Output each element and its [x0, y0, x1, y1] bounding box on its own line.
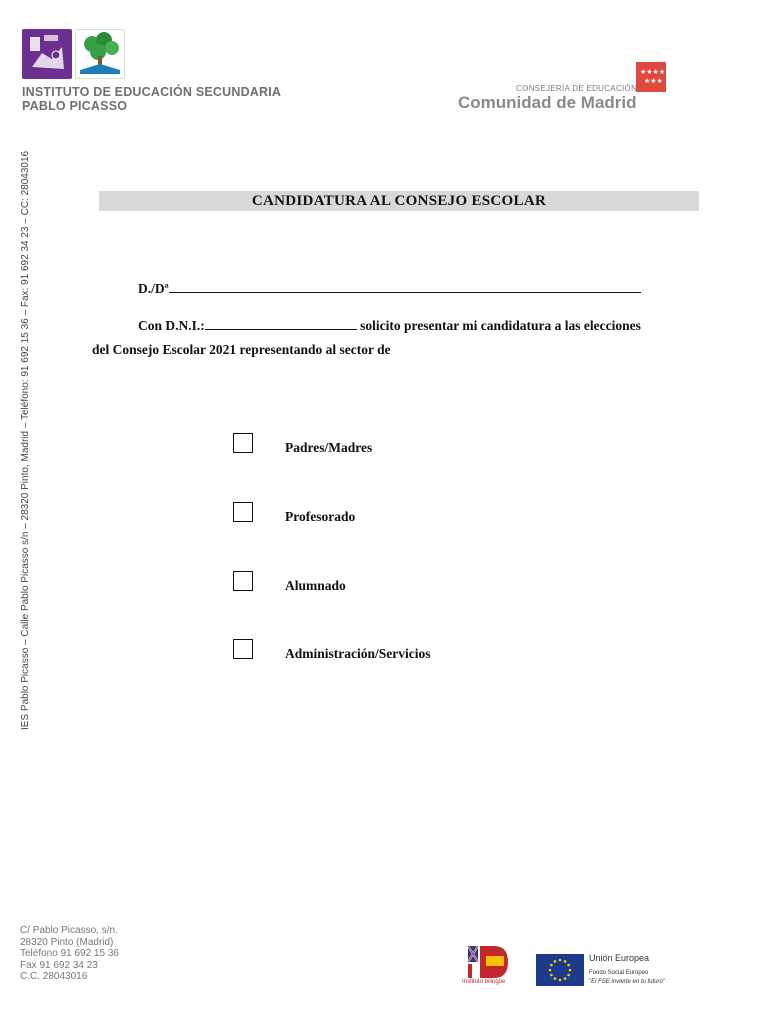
eu-slogan: "El FSE invierte en tu futuro": [589, 979, 665, 985]
dni-row: [138, 317, 641, 334]
eu-stars-icon: [536, 954, 584, 986]
eu-fund-label: Fondo Social Europeo: [589, 970, 649, 976]
picasso-figure-icon: [22, 29, 72, 79]
bilingual-flag-icon: [466, 944, 510, 980]
comunidad-madrid-label: Comunidad de Madrid: [458, 93, 637, 112]
option-label-alumnado: Alumnado: [285, 578, 346, 593]
option-label-profesorado: Profesorado: [285, 509, 356, 524]
dni-rest-text: solicito presentar mi candidatura a las elecciones: [360, 318, 641, 333]
name-row: [138, 280, 641, 297]
option-label-padres: Padres/Madres: [285, 440, 373, 455]
address-line: Teléfono 91 692 15 36: [20, 948, 119, 959]
school-name-line2: PABLO PICASSO: [22, 99, 128, 113]
side-address-text: IES Pablo Picasso – Calle Pablo Picasso s/n – 28320 Pinto, Madrid – Teléfono: 91 692 15 36 – Fax: 91 692 34 23 – CC: 28043016: [20, 150, 31, 730]
checkbox-alumnado[interactable]: [233, 571, 253, 591]
name-label: D./Dª: [138, 281, 169, 296]
eu-flag-logo: [536, 954, 584, 986]
address-line: Fax 91 692 34 23: [20, 959, 98, 971]
tree-icon: [76, 30, 124, 78]
address-line: C/ Pablo Picasso, s/n.: [20, 925, 118, 936]
name-field[interactable]: [169, 280, 641, 293]
school-name-line1: INSTITUTO DE EDUCACIÓN SECUNDARIA: [22, 85, 282, 99]
bilingual-label: Instituto bilingüe: [462, 979, 506, 985]
option-label-administracion: Administración/Servicios: [285, 646, 431, 661]
sector-text: del Consejo Escolar 2021 representando al sector de: [92, 342, 391, 357]
title-bar: [99, 191, 699, 211]
svg-text:★★★: ★★★: [644, 77, 663, 85]
dni-field[interactable]: [205, 317, 357, 330]
school-logo-tree: [75, 29, 125, 79]
eu-title: Unión Europea: [589, 953, 650, 963]
school-name: [22, 85, 322, 113]
address-line: 28320 Pinto (Madrid): [20, 936, 114, 948]
school-logo-purple: [22, 29, 72, 79]
address-line: C.C. 28043016: [20, 971, 88, 982]
form-title: CANDIDATURA AL CONSEJO ESCOLAR: [251, 193, 547, 209]
checkbox-profesorado[interactable]: [233, 502, 253, 522]
checkbox-administracion[interactable]: [233, 639, 253, 659]
footer-address: [20, 925, 220, 983]
dni-label: Con D.N.I.:: [138, 318, 205, 333]
svg-text:★★★★: ★★★★: [640, 68, 666, 76]
checkbox-padres[interactable]: [233, 433, 253, 453]
consejeria-label: CONSEJERÍA DE EDUCACIÓN: [516, 84, 638, 93]
